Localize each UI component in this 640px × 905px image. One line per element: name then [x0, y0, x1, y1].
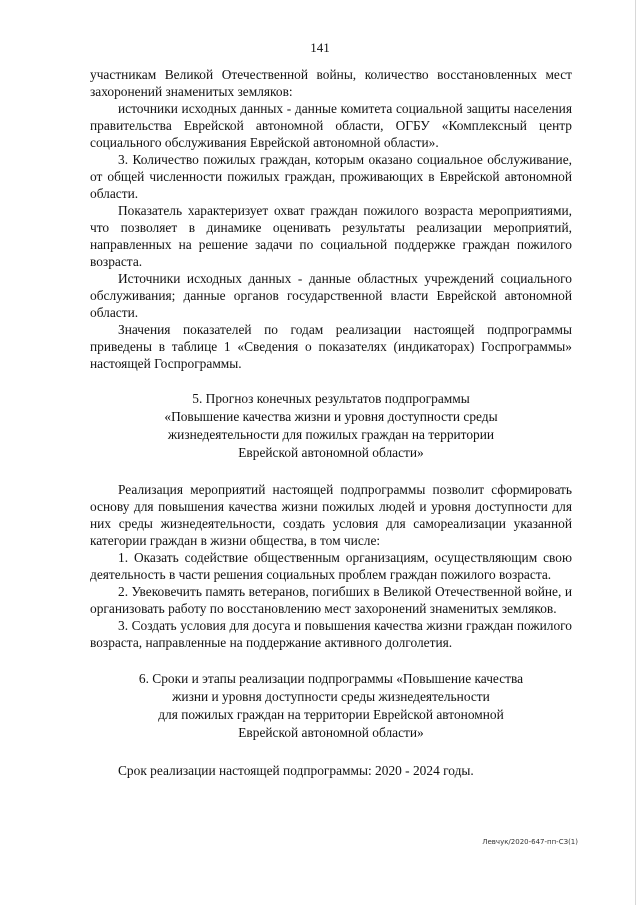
- heading-line: «Повышение качества жизни и уровня доступности среды: [164, 409, 498, 424]
- paragraph: Источники исходных данных - данные областных учреждений социального обслуживания; данные органов государственной власти Еврейской автономной области.: [90, 271, 572, 320]
- heading-line: для пожилых граждан на территории Еврейской автономной: [158, 707, 504, 722]
- paragraph: 3. Количество пожилых граждан, которым оказано социальное обслуживание, от общей численности пожилых граждан, проживающих в Еврейской автономной области.: [90, 152, 572, 201]
- page-number: 141: [310, 40, 330, 55]
- list-item: 2. Увековечить память ветеранов, погибших в Великой Отечественной войне, и организовать работу по восстановлению мест захоронений знаменитых земляков.: [90, 584, 572, 616]
- list-item: 1. Оказать содействие общественным организациям, осуществляющим свою деятельность в части решения социальных проблем граждан пожилого возраста.: [90, 550, 572, 582]
- paragraph: Значения показателей по годам реализации настоящей подпрограммы приведены в таблице 1 «Сведения о показателях (индикаторах) Госпрограммы» настоящей Госпрограммы.: [90, 322, 572, 371]
- paragraph: Показатель характеризует охват граждан пожилого возраста мероприятиями, что позволяет в динамике оценивать результаты реализации мероприятий, направленных на решение задачи по социальной поддержке граждан пожилого возраста.: [90, 203, 572, 269]
- heading-line: жизнедеятельности для пожилых граждан на территории: [167, 427, 495, 442]
- scan-edge-line: [635, 0, 636, 905]
- page-content: [90, 66, 572, 779]
- paragraph: Срок реализации настоящей подпрограммы: 2020 - 2024 годы.: [118, 763, 474, 778]
- document-code: Левчук/2020-647-пп-СЗ(1): [482, 838, 578, 846]
- paragraph: источники исходных данных - данные комитета социальной защиты населения правительства Еврейской автономной области, ОГБУ «Комплексный центр социального обслуживания Еврейской автономной области».: [90, 101, 572, 150]
- heading-line: 5. Прогноз конечных результатов подпрограммы: [192, 391, 470, 406]
- section-6-heading: [90, 670, 572, 742]
- paragraph: участникам Великой Отечественной войны, количество восстановленных мест захоронений знаменитых земляков:: [90, 67, 572, 99]
- heading-line: 6. Сроки и этапы реализации подпрограммы «Повышение качества: [138, 671, 524, 686]
- paragraph: Реализация мероприятий настоящей подпрограммы позволит сформировать основу для повышения качества жизни пожилых людей и уровня доступности для них среды жизнедеятельности, создать условия для самореализации указанной категории граждан в жизни общества, в том числе:: [90, 482, 572, 548]
- heading-line: жизни и уровня доступности среды жизнедеятельности: [172, 689, 490, 704]
- heading-line: Еврейской автономной области»: [238, 445, 424, 460]
- heading-line: Еврейской автономной области»: [238, 725, 424, 740]
- list-item: 3. Создать условия для досуга и повышения качества жизни граждан пожилого возраста, направленные на поддержание активного долголетия.: [90, 618, 572, 650]
- section-5-heading: [90, 390, 572, 462]
